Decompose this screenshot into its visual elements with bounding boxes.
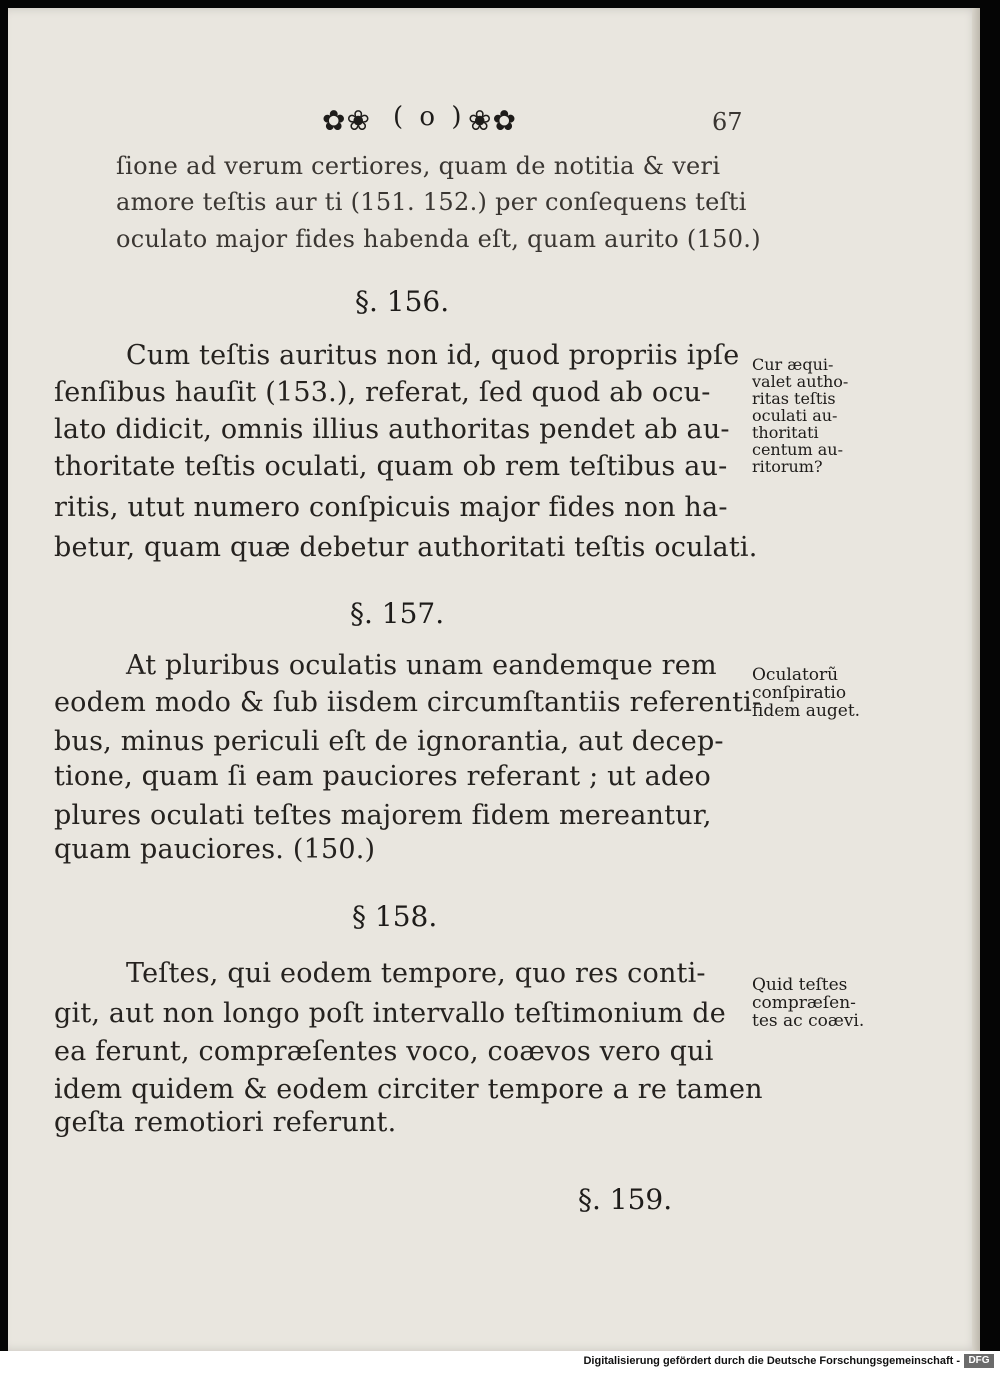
margin-note-line: fidem auget.	[752, 701, 861, 721]
header-mark: ( o )	[393, 102, 466, 132]
page-number: 67	[712, 108, 743, 136]
margin-note-158	[752, 976, 864, 1030]
margin-note-line: tes ac coævi.	[752, 1011, 865, 1031]
body-line: eodem modo & ſub iisdem circumſtantiis referenti-	[54, 687, 762, 718]
margin-note-line: Oculatorũ	[752, 665, 839, 685]
body-line: bus, minus periculi eſt de ignorantia, aut decep-	[54, 726, 724, 757]
intro-line: ſione ad verum certiores, quam de notitia & veri	[116, 152, 721, 180]
section-heading-157: §. 157.	[350, 597, 445, 630]
body-line: quam pauciores. (150.)	[54, 834, 376, 865]
body-line: git, aut non longo poſt intervallo teſtimonium de	[54, 998, 726, 1029]
body-line: ea ferunt, compræſentes voco, coævos vero qui	[54, 1036, 714, 1067]
header-ornament-left: ✿❀	[322, 104, 371, 137]
margin-note-line: thoritati	[752, 423, 819, 442]
margin-note-line: Cur æqui-	[752, 355, 834, 374]
margin-note-line: centum au-	[752, 440, 843, 459]
margin-note-line: Quid teſtes	[752, 975, 848, 995]
section-heading-156: §. 156.	[355, 285, 450, 318]
intro-line: amore teſtis aur ti (151. 152.) per conſequens teſti	[116, 188, 747, 216]
body-line: ſenſibus hauſit (153.), referat, ſed quod ab ocu-	[54, 377, 711, 408]
body-line: geſta remotiori referunt.	[54, 1107, 397, 1138]
intro-line: oculato major fides habenda eſt, quam aurito (150.)	[116, 225, 761, 253]
body-line: idem quidem & eodem circiter tempore a re tamen	[54, 1074, 763, 1105]
body-line: lato didicit, omnis illius authoritas pendet ab au-	[54, 414, 730, 445]
body-line: At pluribus oculatis unam eandemque rem	[126, 650, 717, 681]
catchword: §. 159.	[578, 1183, 673, 1216]
body-line: thoritate teſtis oculati, quam ob rem teſtibus au-	[54, 451, 728, 482]
margin-note-line: conſpiratio	[752, 683, 847, 703]
margin-note-line: oculati au-	[752, 406, 838, 425]
body-line: betur, quam quæ debetur authoritati teſtis oculati.	[54, 532, 758, 563]
header-ornament-right: ❀✿	[468, 104, 517, 137]
margin-note-line: valet autho-	[752, 372, 849, 391]
body-line: ritis, utut numero conſpicuis major fides non ha-	[54, 492, 728, 523]
margin-note-line: ritorum?	[752, 457, 823, 476]
body-line: Cum teſtis auritus non id, quod propriis ipſe	[126, 340, 740, 371]
margin-note-line: compræſen-	[752, 993, 856, 1013]
page-edge	[972, 8, 980, 1351]
margin-note-156	[752, 356, 848, 475]
body-line: tione, quam ſi eam pauciores referant ; ut adeo	[54, 761, 712, 792]
section-heading-158: § 158.	[352, 900, 438, 933]
body-line: Teſtes, qui eodem tempore, quo res conti-	[126, 958, 706, 989]
footer-credit: Digitalisierung gefördert durch die Deutsche Forschungsgemeinschaft -	[583, 1355, 960, 1367]
margin-note-157	[752, 666, 860, 720]
dfg-logo-icon: DFG	[964, 1354, 994, 1368]
body-line: plures oculati teſtes majorem fidem mereantur,	[54, 800, 712, 831]
margin-note-line: ritas teſtis	[752, 389, 836, 408]
